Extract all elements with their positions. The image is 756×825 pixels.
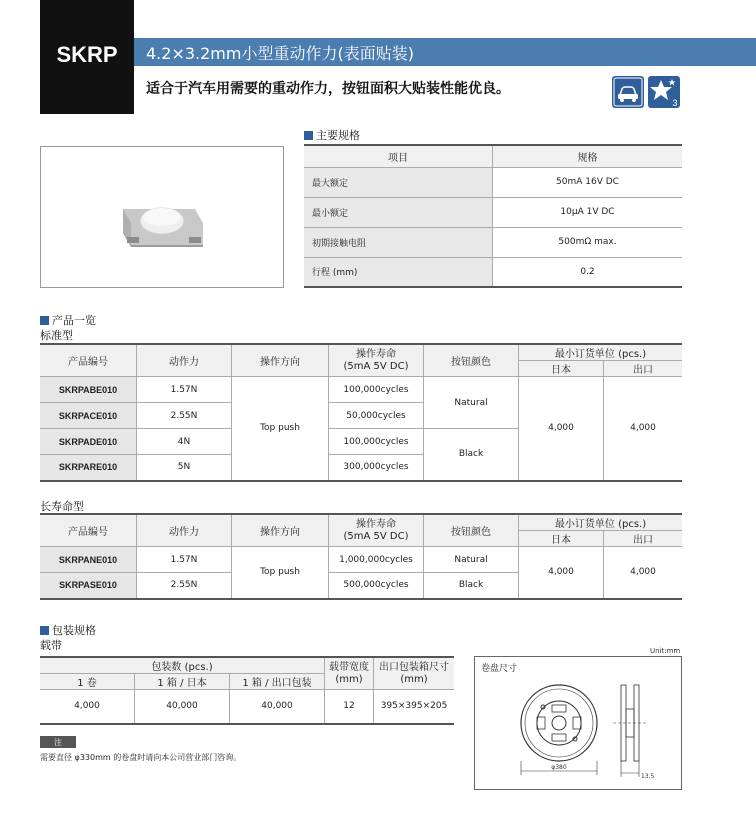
spec-value: 50mA 16V DC xyxy=(556,177,619,187)
col-color: 按钮颜色 xyxy=(424,514,519,547)
spec-item: 初期接触电阻 xyxy=(304,227,493,257)
product-color: Natural xyxy=(424,547,519,573)
section-marker-icon xyxy=(304,131,313,140)
col-force: 动作力 xyxy=(137,344,232,377)
col-export: 出口 xyxy=(604,531,683,547)
reel-title: 卷盘尺寸 xyxy=(481,664,518,674)
col-box-japan: 1 箱 / 日本 xyxy=(135,674,230,690)
spec-item: 最大额定 xyxy=(304,167,493,197)
product-life: 100,000cycles xyxy=(329,377,424,403)
note-text: 需要直径 φ330mm 的卷盘时请向本公司营业部门咨询。 xyxy=(40,753,242,762)
moq-export: 4,000 xyxy=(604,377,683,481)
longlife-type-label: 长寿命型 xyxy=(40,500,84,513)
packaging-table xyxy=(40,656,454,725)
product-life: 100,000cycles xyxy=(329,429,424,455)
col-japan: 日本 xyxy=(519,361,604,377)
reel-diagram xyxy=(475,657,681,789)
section-marker-icon xyxy=(40,316,49,325)
col-pack-qty: 包装数 (pcs.) xyxy=(40,657,325,674)
specs-heading: 主要规格 xyxy=(304,127,360,143)
reel-diameter-label: φ380 xyxy=(551,764,567,771)
table-row xyxy=(304,227,682,257)
product-color: Black xyxy=(424,429,519,481)
standard-type-label: 标准型 xyxy=(40,329,73,342)
series-name: SKRP xyxy=(40,0,134,114)
product-code: SKRPANE010 xyxy=(40,547,137,573)
col-force: 动作力 xyxy=(137,514,232,547)
table-row xyxy=(304,197,682,227)
moq-japan: 4,000 xyxy=(519,547,604,599)
table-row xyxy=(304,257,682,287)
col-code: 产品编号 xyxy=(40,514,137,547)
packaging-heading: 包装规格 xyxy=(40,622,96,638)
spec-value: 10μA 1V DC xyxy=(560,207,615,217)
col-box-export: 1 箱 / 出口包装 xyxy=(230,674,325,690)
product-force: 2.55N xyxy=(137,573,232,599)
standard-product-table xyxy=(40,343,682,482)
product-code: SKRPADE010 xyxy=(40,429,137,455)
reel-width-label: 13.5 xyxy=(641,773,655,780)
product-force: 5N xyxy=(137,455,232,481)
product-code: SKRPARE010 xyxy=(40,455,137,481)
reel-dimension-box xyxy=(474,656,682,790)
product-force: 1.57N xyxy=(137,547,232,573)
specs-col-spec: 规格 xyxy=(493,145,683,167)
product-force: 1.57N xyxy=(137,377,232,403)
pack-reel: 4,000 xyxy=(40,690,135,724)
section-marker-icon xyxy=(40,626,49,635)
products-heading: 产品一览 xyxy=(40,312,96,328)
col-moq: 最小订货单位 (pcs.) xyxy=(519,344,683,361)
moq-japan: 4,000 xyxy=(519,377,604,481)
pack-box-japan: 40,000 xyxy=(135,690,230,724)
col-tape-width: 载带宽度 (mm) xyxy=(325,657,374,690)
col-japan: 日本 xyxy=(519,531,604,547)
product-photo xyxy=(40,146,284,288)
col-direction: 操作方向 xyxy=(232,344,329,377)
spec-value: 500mΩ max. xyxy=(558,237,617,247)
product-life: 1,000,000cycles xyxy=(329,547,424,573)
col-life: 操作寿命 (5mA 5V DC) xyxy=(329,344,424,377)
product-direction: Top push xyxy=(232,547,329,599)
col-color: 按钮颜色 xyxy=(424,344,519,377)
pack-tape-width: 12 xyxy=(325,690,374,724)
pack-export-box: 395×395×205 xyxy=(374,690,455,724)
page-subtitle: 适合于汽车用需要的重动作力，按钮面积大贴装性能优良。 xyxy=(146,81,510,97)
page-title: 4.2×3.2mm小型重动作力(表面贴装) xyxy=(134,38,756,66)
product-color: Black xyxy=(424,573,519,599)
spec-item: 行程 (mm) xyxy=(304,257,493,287)
spec-value: 0.2 xyxy=(580,266,595,277)
product-code: SKRPACE010 xyxy=(40,403,137,429)
table-row xyxy=(40,547,682,573)
car-icon xyxy=(612,76,644,108)
spec-item: 最小额定 xyxy=(304,197,493,227)
col-export: 出口 xyxy=(604,361,683,377)
product-code: SKRPABE010 xyxy=(40,377,137,403)
table-row xyxy=(40,377,682,403)
star-number: 3 xyxy=(672,98,678,108)
table-row xyxy=(40,690,454,724)
product-direction: Top push xyxy=(232,377,329,481)
product-life: 300,000cycles xyxy=(329,455,424,481)
pack-box-export: 40,000 xyxy=(230,690,325,724)
product-force: 2.55N xyxy=(137,403,232,429)
specs-col-item: 项目 xyxy=(304,145,493,167)
star-3-icon xyxy=(648,76,680,108)
product-code: SKRPASE010 xyxy=(40,573,137,599)
table-row xyxy=(304,167,682,197)
col-export-box: 出口包装箱尺寸 (mm) xyxy=(374,657,455,690)
longlife-product-table xyxy=(40,513,682,600)
col-moq: 最小订货单位 (pcs.) xyxy=(519,514,683,531)
unit-label: Unit:mm xyxy=(650,647,681,655)
product-life: 500,000cycles xyxy=(329,573,424,599)
moq-export: 4,000 xyxy=(604,547,683,599)
col-code: 产品编号 xyxy=(40,344,137,377)
col-direction: 操作方向 xyxy=(232,514,329,547)
product-life: 50,000cycles xyxy=(329,403,424,429)
specs-table xyxy=(304,144,682,288)
note-tag: 注 xyxy=(40,736,76,748)
packaging-type-label: 载带 xyxy=(40,639,62,652)
col-reel: 1 卷 xyxy=(40,674,135,690)
product-force: 4N xyxy=(137,429,232,455)
col-life: 操作寿命 (5mA 5V DC) xyxy=(329,514,424,547)
product-color: Natural xyxy=(424,377,519,429)
